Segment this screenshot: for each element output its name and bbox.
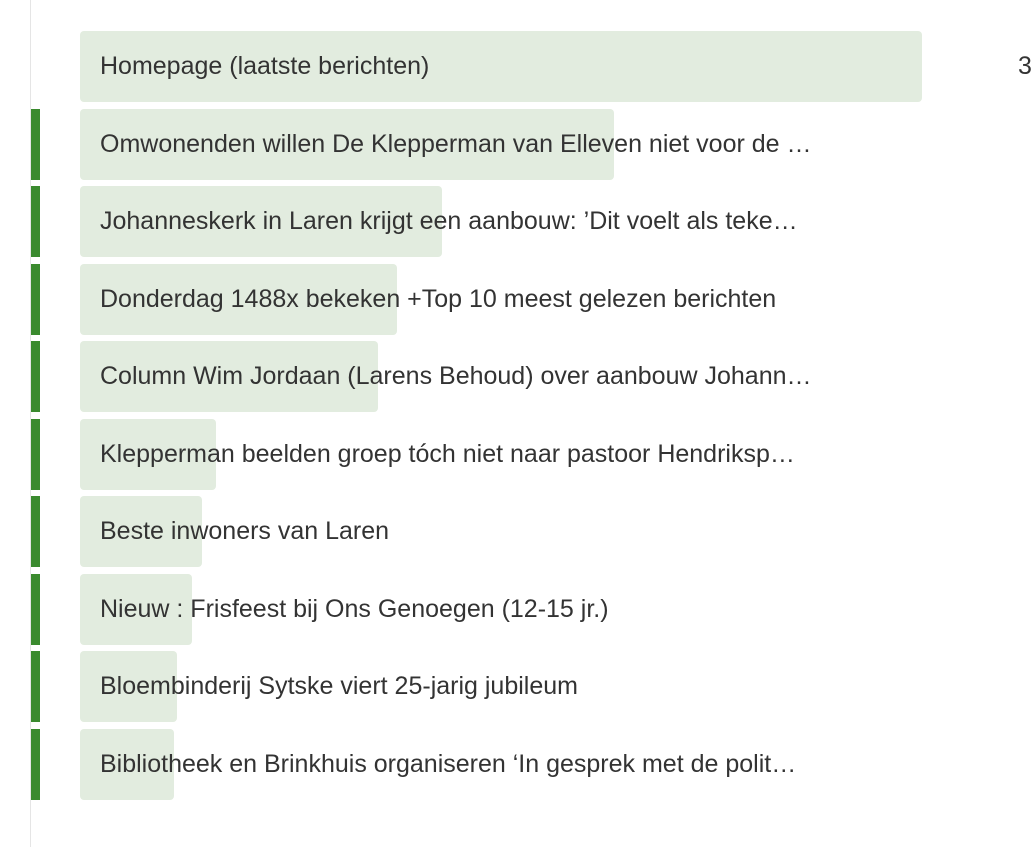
post-title-link[interactable]: Beste inwoners van Laren: [100, 517, 390, 545]
post-title-link[interactable]: Johanneskerk in Laren krijgt een aanbouw: ’Dit voelt als teke…: [100, 207, 798, 235]
row-marker: [31, 574, 40, 645]
row-marker: [31, 264, 40, 335]
post-title-link[interactable]: Klepperman beelden groep tóch niet naar pastoor Hendriksp…: [100, 439, 795, 468]
post-row: [0, 109, 1024, 180]
post-row: [0, 496, 1024, 567]
post-title-link[interactable]: Omwonenden willen De Klepperman van Elleven niet voor de …: [100, 129, 812, 158]
post-title-link[interactable]: Nieuw : Frisfeest bij Ons Genoegen (12-15 jr.): [100, 594, 609, 623]
row-marker: [31, 341, 40, 412]
row-marker: [31, 651, 40, 722]
row-marker: [31, 31, 40, 102]
row-marker: [31, 186, 40, 257]
post-row: [0, 341, 1024, 412]
post-row: [0, 729, 1024, 800]
post-row: [0, 651, 1024, 722]
row-marker: [31, 496, 40, 567]
post-title-link[interactable]: Bibliotheek en Brinkhuis organiseren ‘In gesprek met de polit…: [100, 749, 797, 778]
row-marker: [31, 109, 40, 180]
post-title-link[interactable]: Homepage (laatste berichten): [100, 52, 430, 80]
post-title-link[interactable]: Bloembinderij Sytske viert 25-jarig jubileum: [100, 672, 578, 700]
post-row: [0, 419, 1024, 490]
row-marker: [31, 729, 40, 800]
post-title-link[interactable]: Donderdag 1488x bekeken +Top 10 meest gelezen berichten: [100, 284, 777, 313]
row-marker: [31, 419, 40, 490]
post-row: [0, 31, 1032, 102]
view-count: 3: [1018, 52, 1032, 80]
post-row: [0, 264, 1024, 335]
post-row: [0, 186, 1024, 257]
post-row: [0, 574, 1024, 645]
post-title-link[interactable]: Column Wim Jordaan (Larens Behoud) over aanbouw Johann…: [100, 362, 812, 390]
